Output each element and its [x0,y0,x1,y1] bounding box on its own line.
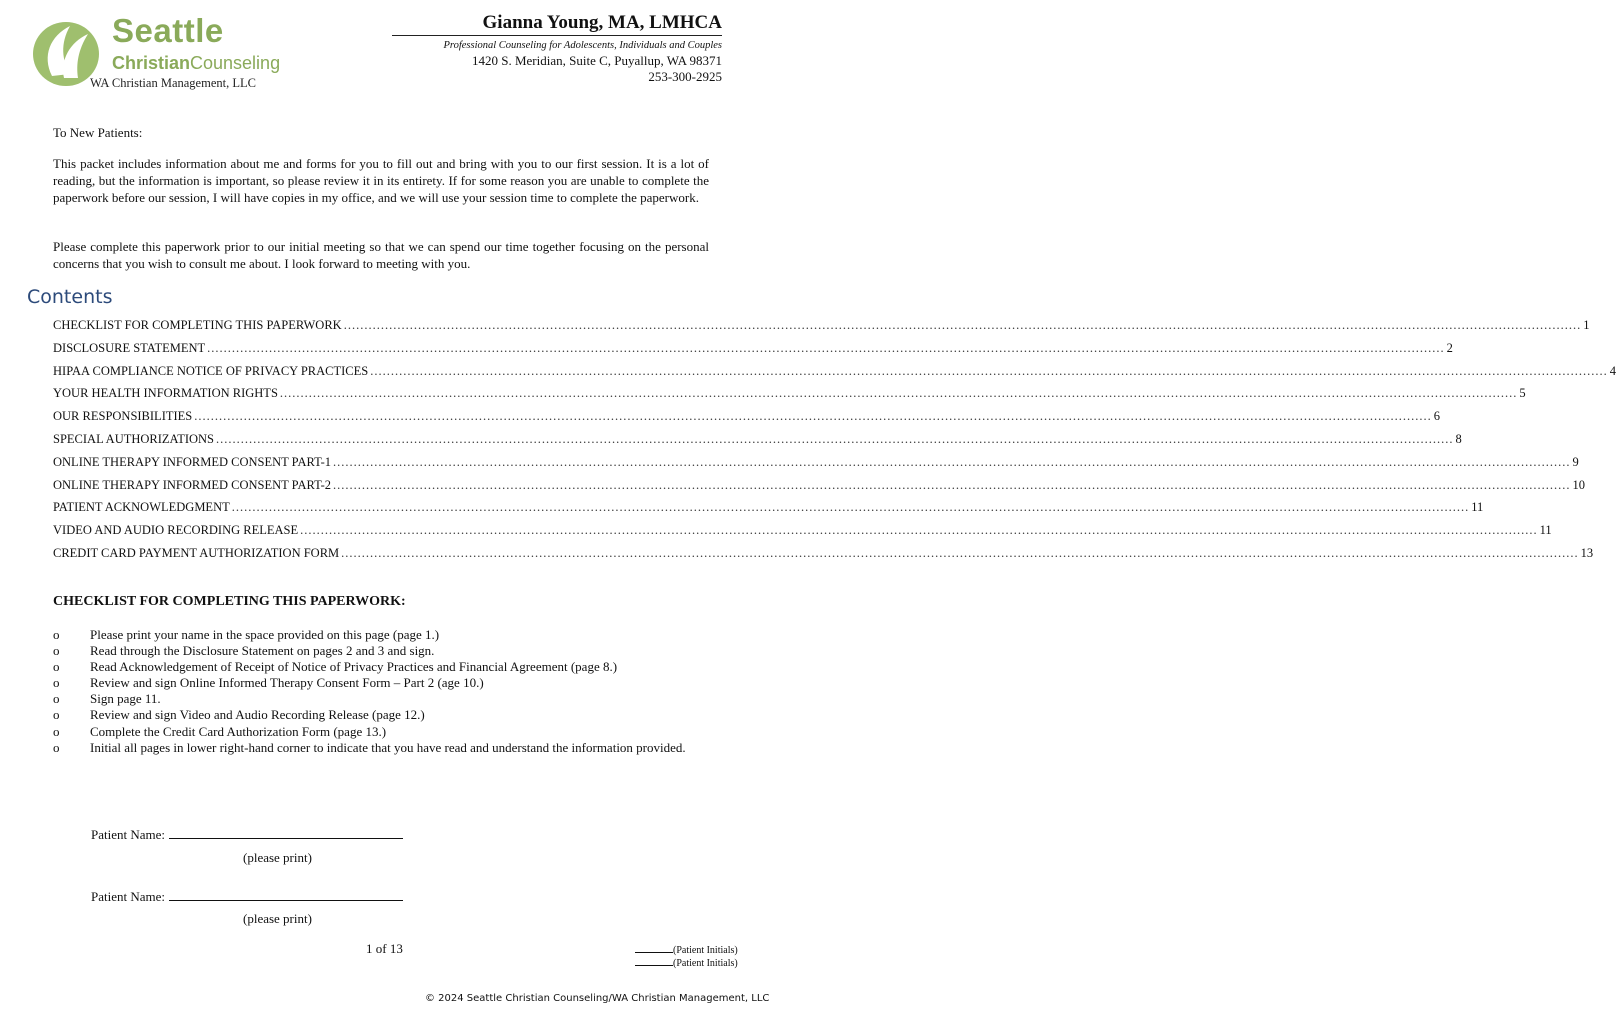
toc-leader-dots: ............................................................................................................................................................................................................................................................................................................ [341,545,1579,560]
bullet-icon: o [53,691,60,707]
toc-entry-title: CREDIT CARD PAYMENT AUTHORIZATION FORM [53,545,340,560]
toc-entry-page: 11 [1539,523,1552,538]
checklist-item-text: Read through the Disclosure Statement on pages 2 and 3 and sign. [90,643,435,659]
toc-entry-title: DISCLOSURE STATEMENT [53,340,206,355]
toc-leader-dots: ............................................................................................................................................................................................................................................................................................................ [300,523,1538,538]
toc-entry-page: 9 [1572,454,1579,469]
intro-paragraph-1: This packet includes information about me and forms for you to fill out and bring with you to our first session. It is a lot of reading, but the information is important, so please review it in its entirety. If for some reason you are unable to complete the paperwork before our session, I will have copies in my office, and we will use your session time to complete the paperwork. [53,156,709,206]
toc-leader-dots: ............................................................................................................................................................................................................................................................................................................ [279,386,1518,401]
toc-entry-title: OUR RESPONSIBILITIES [53,409,193,424]
toc-entry[interactable] [53,523,1552,546]
toc-entry-title: SPECIAL AUTHORIZATIONS [53,431,214,446]
toc-entry-page: 2 [1446,340,1453,355]
company-logo [30,14,310,94]
toc-leader-dots: ............................................................................................................................................................................................................................................................................................................ [216,431,1454,446]
checklist-item [53,659,713,675]
print-hint: (please print) [243,911,312,926]
toc-entry[interactable] [53,386,1526,409]
toc-entry[interactable] [53,477,1585,501]
bullet-icon: o [53,707,60,723]
toc-entry-title: YOUR HEALTH INFORMATION RIGHTS [53,386,278,401]
toc-entry-page: 6 [1433,409,1440,424]
toc-entry-page: 4 [1609,363,1616,378]
patient-name-input-line[interactable] [169,826,403,839]
checklist-item [53,691,713,707]
checklist-heading: CHECKLIST FOR COMPLETING THIS PAPERWORK: [53,594,406,609]
toc-entry-title: VIDEO AND AUDIO RECORDING RELEASE [53,523,299,538]
logo-subtitle: WA Christian Management, LLC [90,76,256,90]
checklist-item [53,627,713,643]
bullet-icon: o [53,723,60,739]
toc-leader-dots: ............................................................................................................................................................................................................................................................................................................ [231,500,1470,515]
toc-leader-dots: ............................................................................................................................................................................................................................................................................................................ [333,454,1571,469]
checklist-item-text: Review and sign Video and Audio Recording Release (page 12.) [90,707,425,723]
patient-initials-line[interactable] [635,956,738,969]
bullet-icon: o [53,659,60,675]
patient-initials-label: (Patient Initials) [673,945,738,956]
checklist-item [53,707,713,723]
table-of-contents [53,318,1616,569]
intro-paragraph-2: Please complete this paperwork prior to our initial meeting so that we can spend our time together focusing on the personal concerns that you wish to consult me about. I look forward to meeting with you. [53,239,709,272]
toc-entry[interactable] [53,500,1484,523]
checklist-item [53,643,713,659]
toc-entry-page: 5 [1519,386,1526,401]
checklist [53,627,713,756]
practitioner-name: Gianna Young, MA, LMHCA [482,12,722,33]
patient-initials-label: (Patient Initials) [673,958,738,969]
checklist-item-text: Please print your name in the space provided on this page (page 1.) [90,627,440,642]
copyright-footer: © 2024 Seattle Christian Counseling/WA Christian Management, LLC [425,993,770,1004]
page-indicator: 1 of 13 [366,941,403,956]
toc-entry[interactable] [53,363,1616,387]
checklist-item [53,724,713,740]
toc-entry-page: 1 [1583,318,1590,332]
patient-name-label: Patient Name: [91,889,166,904]
contents-heading: Contents [27,286,113,308]
logo-word-christian-counseling [112,54,280,72]
print-hint: (please print) [243,850,312,865]
toc-entry[interactable] [53,340,1453,364]
toc-entry[interactable] [53,545,1594,569]
toc-leader-dots: ............................................................................................................................................................................................................................................................................................................ [333,477,1571,492]
toc-entry-title: CHECKLIST FOR COMPLETING THIS PAPERWORK [53,318,342,332]
bullet-icon: o [53,643,60,659]
toc-entry-page: 11 [1471,500,1484,515]
header-rule [392,35,722,36]
patient-name-field-2 [91,888,403,905]
toc-leader-dots: ............................................................................................................................................................................................................................................................................................................ [370,363,1608,378]
practice-address: 1420 S. Meridian, Suite C, Puyallup, WA 98371 [471,53,722,68]
toc-entry-title: ONLINE THERAPY INFORMED CONSENT PART-1 [53,454,331,469]
toc-entry-page: 10 [1572,477,1585,492]
toc-entry-page: 13 [1580,545,1594,560]
toc-entry[interactable] [53,409,1440,432]
patient-name-field-1 [91,826,403,843]
bullet-icon: o [53,739,60,755]
logo-word-christian: Christian [112,53,191,73]
toc-entry-title: HIPAA COMPLIANCE NOTICE OF PRIVACY PRACTICES [53,363,369,378]
checklist-item [53,675,713,691]
checklist-item-text: Read Acknowledgement of Receipt of Notice of Privacy Practices and Financial Agreement (page 8.) [90,659,618,675]
patient-name-label: Patient Name: [91,827,166,842]
bullet-icon: o [53,675,60,691]
checklist-item-text: Initial all pages in lower right-hand corner to indicate that you have read and understand the information provided. [90,739,686,755]
toc-entry[interactable] [53,318,1590,341]
logo-word-seattle: Seattle [112,12,224,49]
salutation: To New Patients: [53,125,143,140]
toc-entry[interactable] [53,454,1579,478]
checklist-item [53,740,713,756]
toc-leader-dots: ............................................................................................................................................................................................................................................................................................................ [194,409,1432,424]
toc-entry-title: ONLINE THERAPY INFORMED CONSENT PART-2 [53,477,331,492]
toc-entry-page: 8 [1455,431,1462,446]
bullet-icon: o [53,627,60,642]
checklist-item-text: Review and sign Online Informed Therapy Consent Form – Part 2 (age 10.) [90,675,484,691]
checklist-item-text: Sign page 11. [90,691,161,707]
checklist-item-text: Complete the Credit Card Authorization Form (page 13.) [90,723,387,739]
toc-entry-title: PATIENT ACKNOWLEDGMENT [53,500,230,515]
toc-leader-dots: ............................................................................................................................................................................................................................................................................................................ [343,318,1582,332]
practice-phone: 253-300-2925 [648,69,722,84]
logo-word-counseling: Counseling [190,53,281,73]
toc-leader-dots: ............................................................................................................................................................................................................................................................................................................ [207,340,1445,355]
practice-tagline: Professional Counseling for Adolescents, Individuals and Couples [443,40,722,51]
practice-contact [472,53,722,85]
patient-name-input-line[interactable] [169,888,403,901]
patient-initials-line[interactable] [635,943,738,956]
toc-entry[interactable] [53,431,1462,455]
